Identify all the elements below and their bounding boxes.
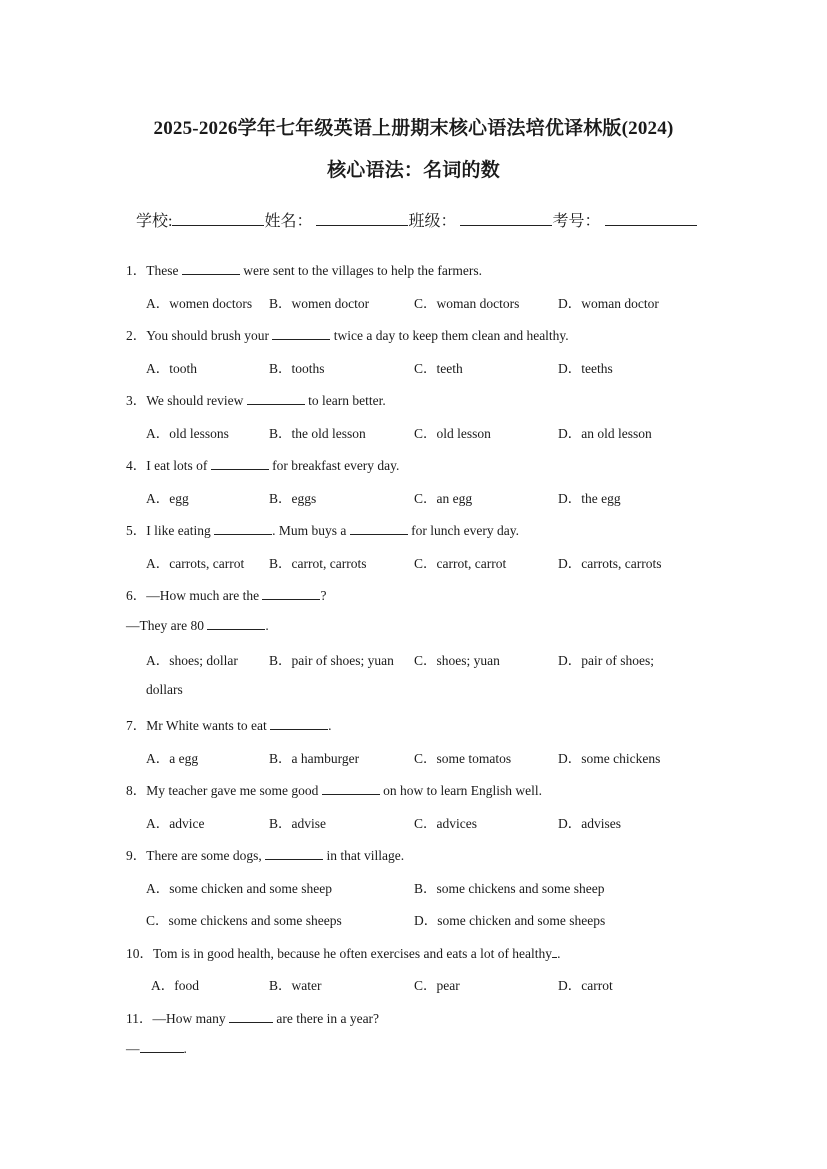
question-text-pre: There are some dogs, — [146, 848, 266, 863]
question-1 — [126, 259, 482, 279]
question-number: 10． — [126, 946, 153, 961]
question-text-post: . — [557, 946, 561, 961]
student-info-row — [136, 208, 697, 231]
question-2 — [126, 324, 569, 344]
question-5 — [126, 519, 519, 539]
answer-blank — [270, 717, 328, 730]
class-label: 班级： — [408, 213, 457, 230]
answer-blank — [247, 392, 305, 405]
document-title: 2025-2026学年七年级英语上册期末核心语法培优译林版(2024) — [153, 118, 674, 139]
answer-blank — [182, 262, 240, 275]
exam-no-blank[interactable] — [605, 211, 697, 226]
option-d: D．carrots, carrots — [558, 556, 662, 571]
option-b: B．advise — [269, 816, 326, 831]
option-c: C．woman doctors — [414, 296, 520, 311]
answer-blank — [262, 587, 320, 600]
option-b: B．water — [269, 978, 322, 993]
option-c: C．shoes; yuan — [414, 653, 500, 668]
option-b: B．tooths — [269, 361, 325, 376]
question-number: 6． — [126, 588, 147, 603]
option-d: D．some chicken and some sheeps — [414, 913, 606, 928]
option-a: A．tooth — [146, 361, 198, 376]
option-a: A．a egg — [146, 751, 199, 766]
question-9 — [126, 844, 404, 864]
option-a: A．advice — [146, 816, 205, 831]
question-text-post: were sent to the villages to help the farmers. — [239, 263, 483, 278]
exam-no-label: 考号： — [552, 213, 601, 230]
answer-blank — [140, 1040, 184, 1053]
question-text-pre: I like eating — [146, 523, 215, 538]
reply-text-post: . — [265, 618, 269, 633]
option-d: D．woman doctor — [558, 296, 659, 311]
question-8 — [126, 779, 542, 799]
option-b: B．the old lesson — [269, 426, 366, 441]
document-subtitle: 核心语法：名词的数 — [327, 160, 500, 181]
question-text-pre: I eat lots of — [146, 458, 211, 473]
question-number: 2． — [126, 328, 147, 343]
answer-blank — [272, 327, 330, 340]
question-text-post: in that village. — [323, 848, 405, 863]
class-blank[interactable] — [460, 211, 552, 226]
question-text-pre: Tom is in good health, because he often exercises and eats a lot of healthy — [153, 946, 553, 961]
option-b: B．eggs — [269, 491, 317, 506]
question-text-pre: You should brush your — [146, 328, 273, 343]
answer-blank — [350, 522, 408, 535]
question-text-pre: My teacher gave me some good — [146, 783, 322, 798]
question-text-pre: We should review — [146, 393, 247, 408]
answer-blank — [214, 522, 272, 535]
reply-text-pre: — — [126, 1041, 140, 1056]
question-6 — [126, 584, 326, 604]
option-b: B．a hamburger — [269, 751, 360, 766]
question-text-pre: Mr White wants to eat — [146, 718, 271, 733]
question-number: 9． — [126, 848, 147, 863]
school-blank[interactable] — [172, 211, 264, 226]
question-4 — [126, 454, 399, 474]
name-label: 姓名： — [264, 213, 313, 230]
option-d: D．teeths — [558, 361, 613, 376]
option-c: C．advices — [414, 816, 477, 831]
option-a: A．shoes; dollar — [146, 653, 238, 668]
option-c: C．carrot, carrot — [414, 556, 507, 571]
question-text-post: to learn better. — [304, 393, 386, 408]
question-11 — [126, 1007, 379, 1027]
question-number: 4． — [126, 458, 147, 473]
question-3 — [126, 389, 386, 409]
question-number: 8． — [126, 783, 147, 798]
name-blank[interactable] — [316, 211, 408, 226]
option-b: B．women doctor — [269, 296, 370, 311]
school-label: 学校: — [136, 213, 173, 230]
question-text-post: . — [328, 718, 332, 733]
option-d: D．the egg — [558, 491, 621, 506]
answer-blank — [265, 847, 323, 860]
option-c: C．an egg — [414, 491, 473, 506]
option-c: C．teeth — [414, 361, 463, 376]
question-text-pre: —How much are the — [146, 588, 263, 603]
question-text-post: for lunch every day. — [407, 523, 519, 538]
option-d: D．some chickens — [558, 751, 661, 766]
answer-blank — [207, 617, 265, 630]
option-a: A．egg — [146, 491, 189, 506]
question-number: 7． — [126, 718, 147, 733]
option-a: A．food — [151, 978, 199, 993]
question-text-post: are there in a year? — [273, 1011, 380, 1026]
option-b: B．carrot, carrots — [269, 556, 367, 571]
option-c: C．pear — [414, 978, 460, 993]
option-c: C．old lesson — [414, 426, 491, 441]
option-a: A．women doctors — [146, 296, 253, 311]
answer-blank — [211, 457, 269, 470]
question-number: 3． — [126, 393, 147, 408]
question-text-mid: . Mum buys a — [272, 523, 350, 538]
question-11-reply — [126, 1040, 187, 1057]
answer-blank — [229, 1010, 273, 1023]
option-b: B．pair of shoes; yuan — [269, 653, 394, 668]
question-10 — [126, 942, 560, 962]
question-number: 11． — [126, 1011, 153, 1026]
option-d: D．an old lesson — [558, 426, 652, 441]
question-text-post: ? — [320, 588, 327, 603]
option-d: D．carrot — [558, 978, 613, 993]
option-d: D．pair of shoes; — [558, 653, 654, 668]
option-a: A．old lessons — [146, 426, 229, 441]
option-a: A．carrots, carrot — [146, 556, 245, 571]
question-text-post: on how to learn English well. — [379, 783, 543, 798]
option-d-wrap: dollars — [146, 682, 183, 697]
reply-text-post: . — [183, 1041, 187, 1056]
question-6-reply — [126, 617, 269, 634]
question-number: 5． — [126, 523, 147, 538]
option-b: B．some chickens and some sheep — [414, 881, 605, 896]
question-text-pre: —How many — [152, 1011, 229, 1026]
question-text-pre: These — [146, 263, 182, 278]
reply-text-pre: —They are 80 — [126, 618, 208, 633]
question-text-post: twice a day to keep them clean and healthy. — [330, 328, 569, 343]
option-c: C．some tomatos — [414, 751, 512, 766]
question-text-post: for breakfast every day. — [268, 458, 400, 473]
option-d: D．advises — [558, 816, 621, 831]
option-a: A．some chicken and some sheep — [146, 881, 332, 896]
answer-blank — [322, 782, 380, 795]
option-c: C．some chickens and some sheeps — [146, 913, 342, 928]
question-number: 1． — [126, 263, 147, 278]
question-7 — [126, 714, 331, 734]
